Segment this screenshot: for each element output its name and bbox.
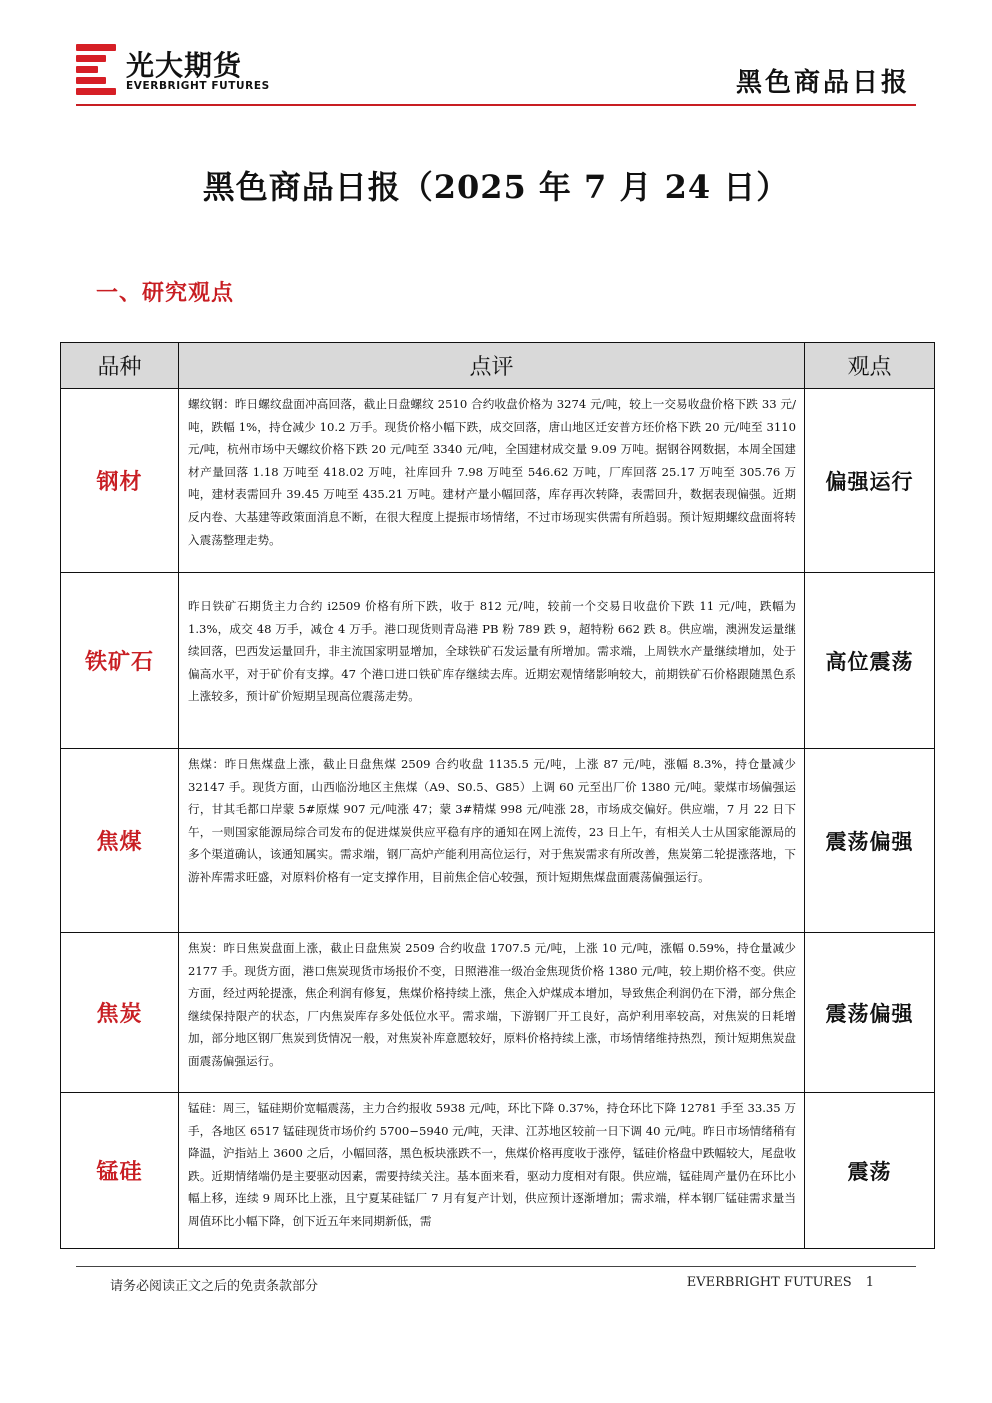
company-logo (76, 42, 286, 98)
header-report-name: 黑色商品日报 (735, 68, 910, 98)
header-comment: 点评 (179, 343, 805, 389)
logo-chinese-name: 光大期货 (126, 49, 243, 82)
variety-cell: 锰硅 (61, 1093, 179, 1249)
footer-company (687, 1275, 874, 1290)
comment-cell: 昨日铁矿石期货主力合约 i2509 价格有所下跌，收于 812 元/吨，较前一个交易日收盘价下跌 11 元/吨，跌幅为 1.3%，成交 48 万手，减仓 4 万手。港口现货则青岛港 PB 粉 789 跌 9，超特粉 662 跌 8。供应端，澳洲发运量继续回落，巴西发运量回升，非主流国家明显增加，全球铁矿石发运量有所增加。需求端，上周铁水产量继续增加，处于偏高水平，对于矿价有支撑。47 个港口进口铁矿库存继续去库。近期宏观情绪影响较大，前期铁矿石价格跟随黑色系上涨较多，预计矿价短期呈现高位震荡走势。 (179, 573, 805, 749)
view-cell: 高位震荡 (805, 573, 935, 749)
view-cell: 震荡偏强 (805, 933, 935, 1093)
table-row (61, 933, 935, 1093)
variety-cell: 铁矿石 (61, 573, 179, 749)
header-divider (76, 104, 916, 106)
table-row (61, 1093, 935, 1249)
table-row (61, 573, 935, 749)
view-cell: 震荡偏强 (805, 749, 935, 933)
comment-cell (179, 1093, 805, 1249)
header-variety: 品种 (61, 343, 179, 389)
view-cell: 震荡 (805, 1093, 935, 1249)
page-title: 黑色商品日报（2025 年 7 月 24 日） (202, 168, 790, 206)
page-number: 1 (865, 1275, 874, 1290)
logo-english-name: EVERBRIGHT FUTURES (126, 80, 270, 92)
footer-disclaimer: 请务必阅读正文之后的免责条款部分 (110, 1279, 319, 1294)
view-cell: 偏强运行 (805, 389, 935, 573)
comment-cell: 焦煤：昨日焦煤盘上涨，截止日盘焦煤 2509 合约收盘 1135.5 元/吨，上涨 87 元/吨，涨幅 8.3%，持仓量减少 32147 手。现货方面，山西临汾地区主焦煤（A9、S0.5、G85）上调 60 元至出厂价 1380 元/吨。蒙煤市场偏强运行，甘其毛都口岸蒙 5#原煤 907 元/吨涨 47；蒙 3#精煤 998 元/吨涨 28，市场成交偏好。供应端，7 月 22 日下午，一则国家能源局综合司发布的促进煤炭供应平稳有序的通知在网上流传，23 日上午，有相关人士从国家能源局的多个渠道确认，该通知属实。需求端，钢厂高炉产能利用高位运行，对于焦炭需求有所改善，焦炭第二轮提涨落地，下游补库需求旺盛，对原料价格有一定支撑作用，目前焦企信心较强，预计短期焦煤盘面震荡偏强运行。 (179, 749, 805, 933)
comment-cell: 焦炭：昨日焦炭盘面上涨，截止日盘焦炭 2509 合约收盘 1707.5 元/吨，上涨 10 元/吨，涨幅 0.59%，持仓量减少 2177 手。现货方面，港口焦炭现货市场报价不变，日照港准一级冶金焦现货价格 1380 元/吨，较上期价格不变。供应方面，经过两轮提涨，焦企利润有修复，焦煤价格持续上涨，焦企入炉煤成本增加，导致焦企利润仍在下滑，部分焦企继续保持限产的状态，厂内焦炭库存多处低位水平。需求端，下游钢厂开工良好，高炉利用率较高，对焦炭的日耗增加，部分地区钢厂焦炭到货情况一般，对焦炭补库意愿较好，原料价格持续上涨，市场情绪维持热烈，预计短期焦炭盘面震荡偏强运行。 (179, 933, 805, 1093)
comment-text: 锰硅：周三，锰硅期价宽幅震荡，主力合约报收 5938 元/吨，环比下降 0.37%，持仓环比下降 12781 手至 33.35 万手，各地区 6517 锰硅现货市场价约 5700−5940 元/吨，天津、江苏地区较前一日下调 40 元/吨。昨日市场情绪稍有降温，沪指站上 3600 之后，小幅回落，黑色板块涨跌不一，焦煤价格再度收于涨停，锰硅价格盘中跌幅较大，尾盘收跌。近期情绪端仍是主要驱动因素，需要持续关注。基本面来看，驱动力度相对有限。供应端，锰硅周产量仍在环比小幅上移，连续 9 周环比上涨，且宁夏某硅锰厂 7 月有复产计划，供应预计逐渐增加；需求端，样本钢厂锰硅需求量当周值环比小幅下降，创下近五年来同期新低，需 (188, 1101, 796, 1228)
variety-cell: 焦炭 (61, 933, 179, 1093)
footer-divider (76, 1266, 916, 1267)
logo-mark-icon (76, 42, 116, 98)
variety-cell: 焦煤 (61, 749, 179, 933)
comment-cell: 螺纹钢：昨日螺纹盘面冲高回落，截止日盘螺纹 2510 合约收盘价格为 3274 元/吨，较上一交易收盘价格下跌 33 元/吨，跌幅 1%，持仓减少 10.2 万手。现货价格小幅下跌，成交回落，唐山地区迁安普方坯价格下跌 20 元/吨至 3110 元/吨，杭州市场中天螺纹价格下跌 20 元/吨至 3340 元/吨，全国建材成交量 9.09 万吨。据钢谷网数据，本周全国建材产量回落 1.18 万吨至 418.02 万吨，社库回升 7.98 万吨至 546.62 万吨，厂库回落 25.17 万吨至 305.76 万吨，建材表需回升 39.45 万吨至 435.21 万吨。建材产量小幅回落，库存再次转降，表需回升，数据表现偏强。近期反内卷、大基建等政策面消息不断，在很大程度上提振市场情绪，不过市场现实供需有所趋弱。预计短期螺纹盘面将转入震荡整理走势。 (179, 389, 805, 573)
variety-cell: 钢材 (61, 389, 179, 573)
table-row (61, 389, 935, 573)
footer-company-name: EVERBRIGHT FUTURES (686, 1275, 852, 1290)
table-header-row (61, 343, 935, 389)
section-heading: 一、研究观点 (96, 280, 235, 306)
header-view: 观点 (805, 343, 935, 389)
research-views-table (60, 342, 935, 1249)
table-row (61, 749, 935, 933)
